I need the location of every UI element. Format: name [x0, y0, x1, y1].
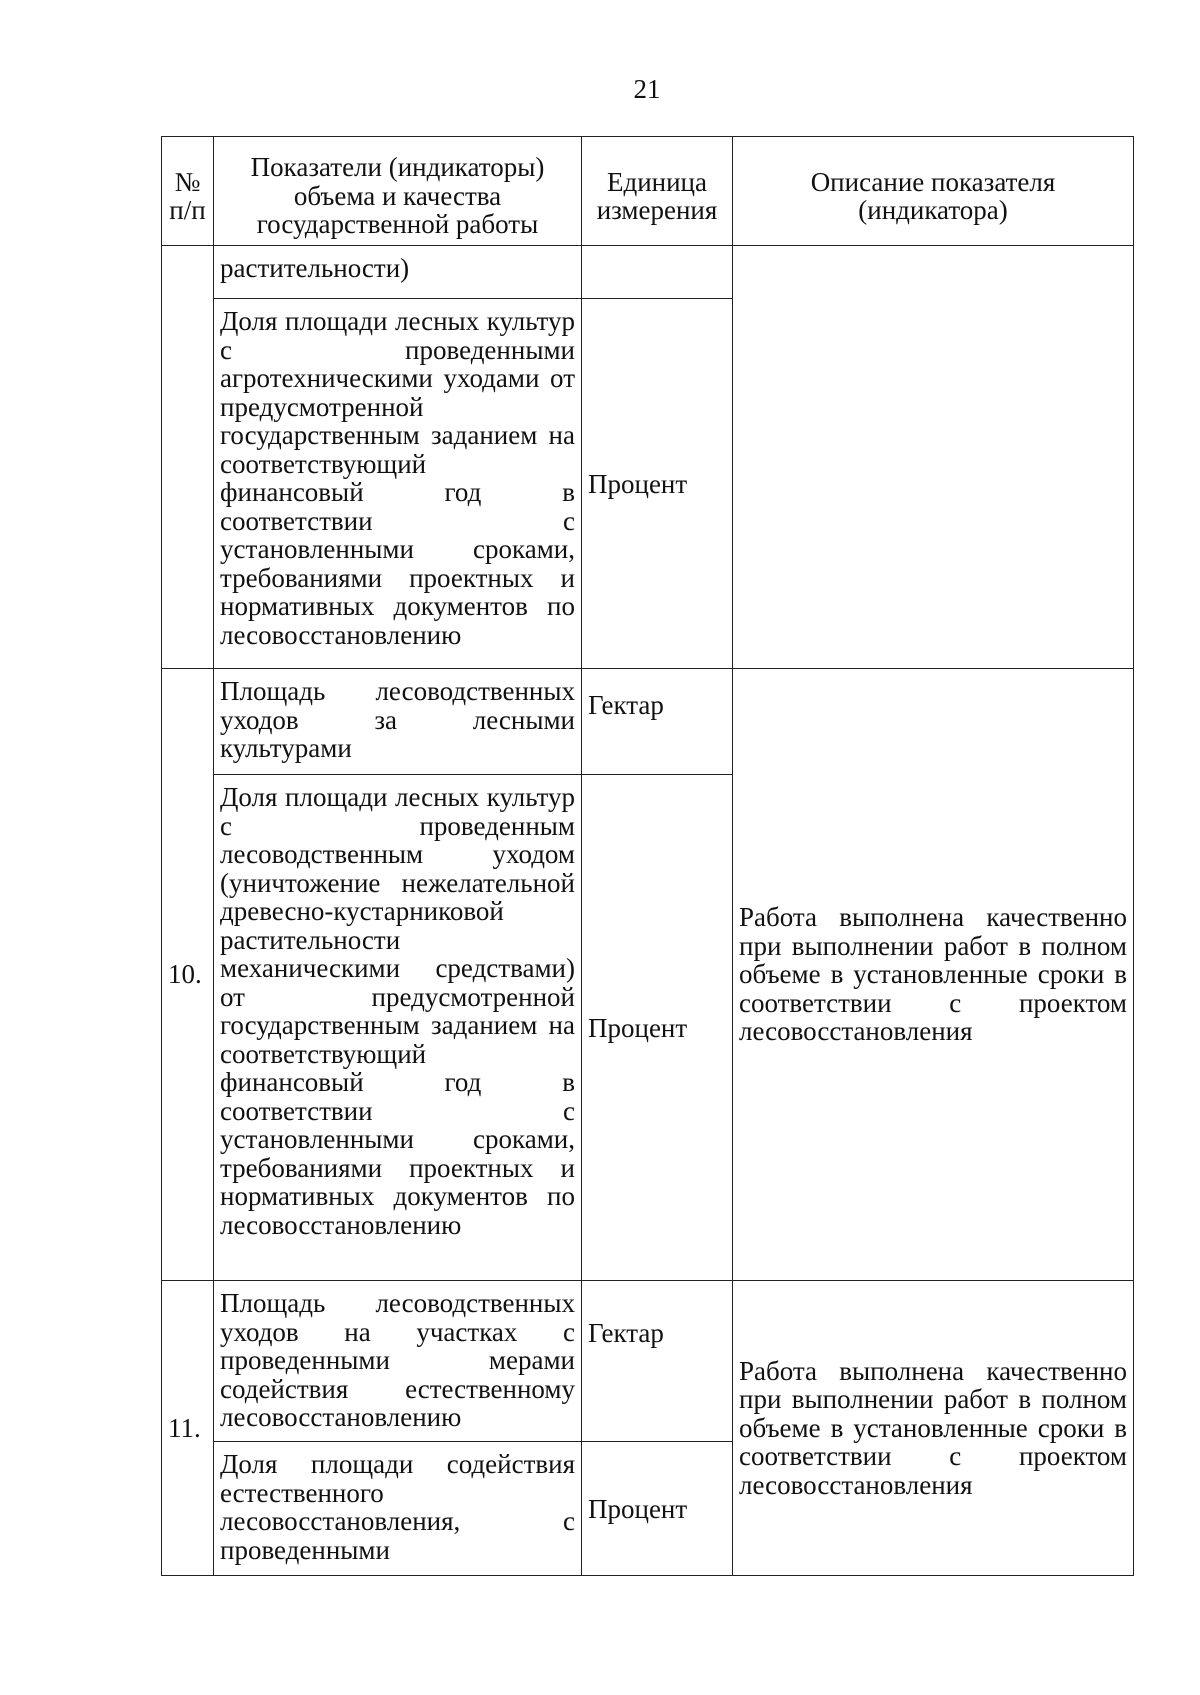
description-cell — [733, 246, 1134, 669]
header-unit: Единица измерения — [582, 137, 733, 246]
indicator-cell: Площадь лесоводственных уходов на участках с проведенными мерами содействия естественному лесовосстановлению — [214, 1281, 582, 1442]
indicator-cell: Доля площади лесных культур с проведенным лесоводственным уходом (уничтожение нежелательной древесно-кустарниковой растительности механическими средствами) от предусмотренной государственным заданием на соответствующий финансовый год в соответствии с установленными сроками, требованиями проектных и нормативных документов по лесовосстановлению — [214, 775, 582, 1281]
page-number: 21 — [633, 74, 661, 104]
indicators-table — [161, 136, 1134, 1576]
header-number: № п/п — [162, 137, 214, 246]
indicator-cell: Площадь лесоводственных уходов за лесными культурами — [214, 669, 582, 775]
table-row — [162, 669, 1134, 775]
unit-cell: Процент — [582, 775, 733, 1281]
unit-cell: Гектар — [582, 669, 733, 775]
indicator-cell: растительности) — [214, 246, 582, 299]
header-indicator: Показатели (индикаторы) объема и качества государственной работы — [214, 137, 582, 246]
indicator-cell: Доля площади содействия естественного лесовосстановления, с проведенными — [214, 1442, 582, 1576]
indicator-cell: Доля площади лесных культур с проведенными агротехническими уходами от предусмотренной государственным заданием на соответствующий финансовый год в соответствии с установленными сроками, требованиями проектных и нормативных документов по лесовосстановлению — [214, 299, 582, 669]
header-description: Описание показателя (индикатора) — [733, 137, 1134, 246]
table-header-row — [162, 137, 1134, 246]
description-cell: Работа выполнена качественно при выполнении работ в полном объеме в установленные сроки в соответствии с проектом лесовосстановления — [733, 1281, 1134, 1576]
unit-cell — [582, 246, 733, 299]
unit-cell: Гектар — [582, 1281, 733, 1442]
number-cell — [162, 246, 214, 669]
table-row — [162, 246, 1134, 299]
unit-cell: Процент — [582, 299, 733, 669]
row-number-11: 11. — [162, 1281, 214, 1576]
row-number-10: 10. — [162, 669, 214, 1281]
table-row — [162, 1281, 1134, 1442]
unit-cell: Процент — [582, 1442, 733, 1576]
description-cell: Работа выполнена качественно при выполнении работ в полном объеме в установленные сроки в соответствии с проектом лесовосстановления — [733, 669, 1134, 1281]
